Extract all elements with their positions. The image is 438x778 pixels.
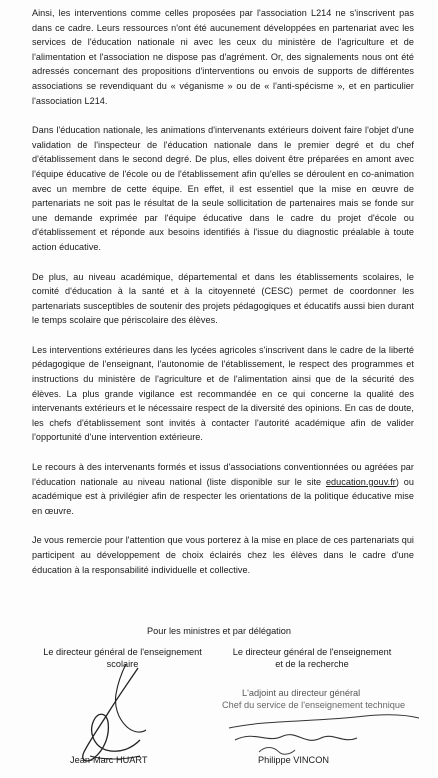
education-gouv-link[interactable]: education.gouv.fr [325, 476, 396, 487]
paragraph-2: Dans l'éducation nationale, les animations d'intervenants extérieurs doivent faire l'objet d'une validation de l'inspecteur de l'éducation nationale dans le premier degré et du chef d'établissement dans le second degré. De plus, elles doivent être préparées en amont avec l'équipe éducative de l'école ou de l'établissement afin qu'elles se déroulent en co-animation avec un membre de cette équipe. En effet, il est essentiel que la mise en œuvre de partenariats ne soit pas le résultat de la seule sollicitation de partenaires mais se fonde sur une demande exprimée par l'équipe éducative dans le cadre du projet d'école ou d'établissement et réponde aux besoins identifiés à l'issue du diagnostic préalable à toute action éducative. [32, 125, 414, 252]
signature-right [225, 700, 425, 760]
letter-body [32, 6, 414, 592]
paragraph-5-text-b: ) ou académique est à privilégier afin de respecter les orientations de la politique éducative mise en œuvre. [32, 476, 414, 516]
signatory-right-title [212, 646, 412, 670]
closing-formula: Pour les ministres et par délégation [146, 626, 291, 636]
signatory-right-title-line-1: Le directeur général de l'enseignement [232, 647, 392, 657]
signatory-left-title-line-2: scolaire [106, 659, 139, 669]
paragraph-5 [32, 460, 414, 518]
paragraph-1: Ainsi, les interventions comme celles proposées par l'association L214 ne s'inscrivent pas dans ce cadre. Leurs ressources n'ont été aucunement développées en partenariat avec les services de l'éducation nationale ni avec les ceux du ministère de l'agriculture et de l'alimentation et l'association ne dispose pas d'agrément. Or, des signalements nous ont été adressés concernant des propositions d'interventions ou envois de supports de différentes associations se revendiquant du « véganisme » ou de « l'anti-spécisme », et en particulier l'association L214. [32, 8, 414, 106]
paragraph-3: De plus, au niveau académique, départemental et dans les établissements scolaires, le comité d'éducation à la santé et à la citoyenneté (CESC) permet de coordonner les partenariats susceptibles de soutenir des projets pédagogiques et éducatifs aussi bien durant le temps scolaire que périscolaire des élèves. [32, 271, 414, 326]
signatory-right-title-line-2: et de la recherche [275, 659, 349, 669]
signature-left [60, 660, 180, 770]
stamp-line-1: L'adjoint au directeur général [242, 688, 361, 698]
signatory-left-title-line-1: Le directeur général de l'enseignement [43, 647, 202, 657]
paragraph-4: Les interventions extérieures dans les lycées agricoles s'inscrivent dans le cadre de la liberté pédagogique de l'enseignant, l'autonomie de l'établissement, le respect des programmes et instructions du ministère de l'agriculture et de l'alimentation ainsi que de la sécurité des élèves. La plus grande vigilance est recommandée en ce qui concerne la qualité des intervenants extérieurs et le nécessaire respect de la diversité des opinions. En cas de doute, les chefs d'établissement sont invités à contacter l'autorité académique afin de valider l'opportunité d'une intervention extérieure. [32, 344, 414, 443]
signatory-left-name: Jean-Marc HUART [70, 755, 148, 765]
signatory-right-name: Philippe VINCON [258, 755, 329, 765]
paragraph-5-text-a: Le recours à des intervenants formés et issus d'associations conventionnées ou agréées par l'éducation nationale au niveau national (liste disponible sur le site [32, 462, 414, 487]
stamp-line-2: Chef du service de l'enseignement technique [222, 700, 406, 710]
paragraph-6: Je vous remercie pour l'attention que vous porterez à la mise en place de ces partenariats qui participent au développement de choix éclairés chez les élèves dans le cadre d'une éducation à la responsabilité individuelle et collective. [32, 535, 414, 575]
